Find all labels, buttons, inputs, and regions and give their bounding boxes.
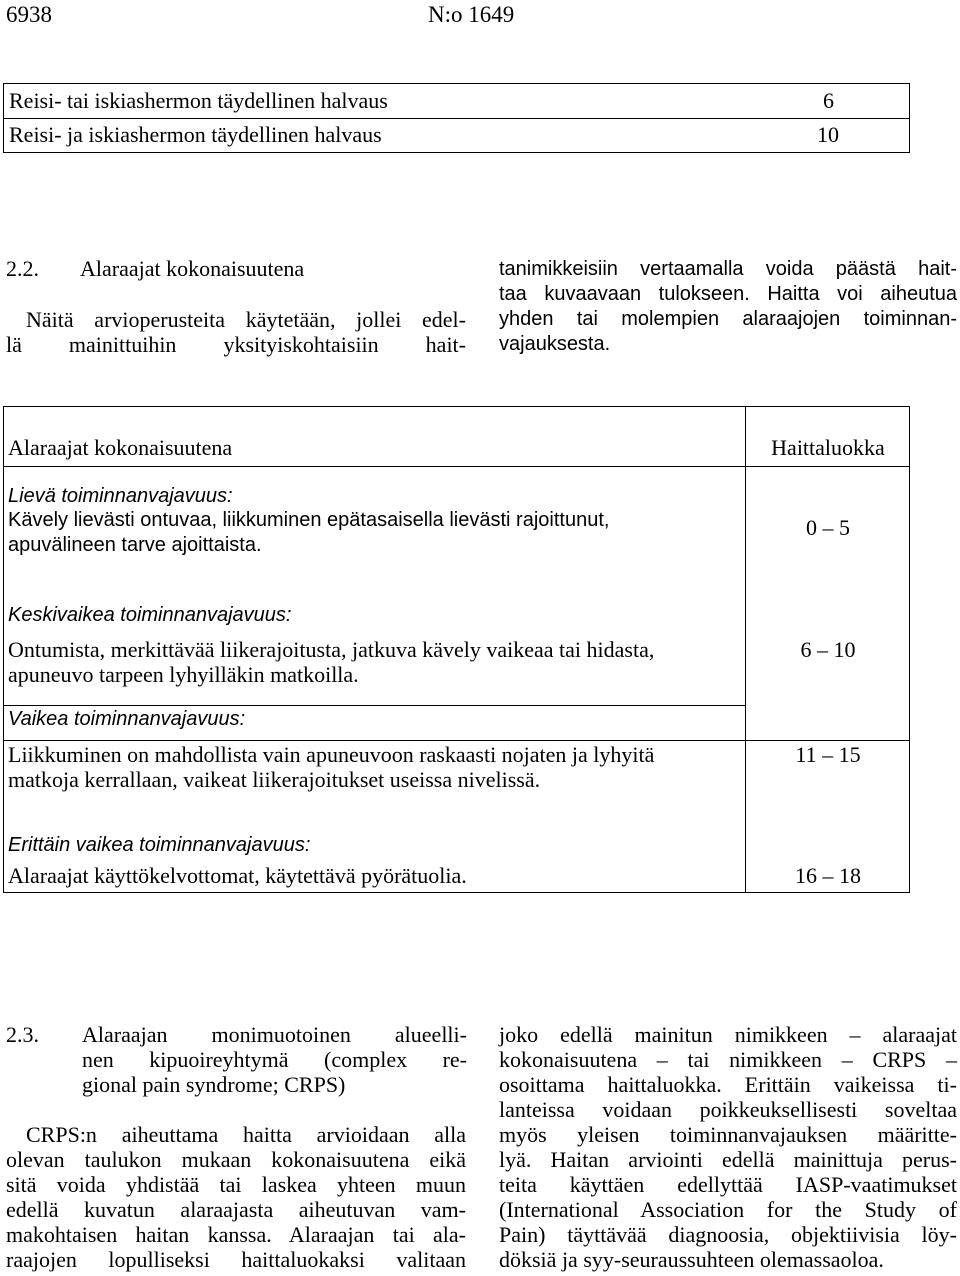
text-line: teita käyttäen edellyttää IASP-vaatimukset xyxy=(499,1172,957,1197)
text-line: joko edellä mainitun nimikkeen – alaraajat xyxy=(499,1022,957,1047)
row-text: matkoja kerrallaan, vaikeat liikerajoitukset useissa nivelissä. xyxy=(8,767,541,792)
issue-number: N:o 1649 xyxy=(428,2,515,27)
row-class-very-severe: 16 – 18 xyxy=(795,863,861,888)
table-header-right: Haittaluokka xyxy=(771,435,885,460)
text-line: Pain) täyttävää diagnoosia, objektiivisia löy- xyxy=(499,1222,957,1247)
text-line: kokonaisuutena – tai nimikkeen – CRPS – xyxy=(499,1047,957,1072)
section-2-3-right-text xyxy=(499,1022,957,1272)
row-text: Liikkuminen on mahdollista vain apuneuvoon raskaasti nojaten ja lyhyitä xyxy=(8,742,655,767)
top-table-row-2-value: 10 xyxy=(817,122,839,147)
row-category-very-severe: Erittäin vaikea toiminnanvajavuus: xyxy=(8,834,311,856)
row-class-severe: 11 – 15 xyxy=(795,742,861,767)
row-text: Alaraajat käyttökelvottomat, käytettävä pyörätuolia. xyxy=(8,863,467,888)
row-text: Kävely lievästi ontuvaa, liikkuminen epätasaisella lievästi rajoittunut, xyxy=(8,509,610,531)
section-2-3-title xyxy=(82,1022,467,1097)
text-line: yhden tai molempien alaraajojen toiminnan- xyxy=(499,308,957,330)
top-table-row-2-label: Reisi- ja iskiashermon täydellinen halvaus xyxy=(9,122,382,147)
text-line: vajauksesta. xyxy=(499,333,611,355)
text-line: raajojen lopulliseksi haittaluokaksi valitaan xyxy=(6,1247,466,1272)
table-row-divider xyxy=(4,740,909,741)
top-table-divider xyxy=(4,118,909,119)
text-line: olevan taulukon mukaan kokonaisuutena eikä xyxy=(6,1147,466,1172)
section-2-2-title: Alaraajat kokonaisuutena xyxy=(80,256,305,281)
section-2-3-left-text xyxy=(6,1122,466,1272)
table-row xyxy=(8,637,654,687)
row-category-mild: Lievä toiminnanvajavuus: xyxy=(8,485,233,507)
table-header-left: Alaraajat kokonaisuutena xyxy=(8,435,233,460)
row-class-moderate: 6 – 10 xyxy=(800,637,856,662)
row-text: apuneuvo tarpeen lyhyilläkin matkoilla. xyxy=(8,662,359,687)
text-line: sitä voida yhdistää tai laskea yhteen muun xyxy=(6,1172,466,1197)
row-text: apuvälineen tarve ajoittaista. xyxy=(8,534,262,556)
text-line: (International Association for the Study of xyxy=(499,1197,957,1222)
title-line: Alaraajan monimuotoinen alueelli- xyxy=(82,1022,467,1047)
table-header-divider xyxy=(4,466,909,467)
text-line: osoittama haittaluokka. Erittäin vaikeissa ti- xyxy=(499,1072,957,1097)
text-line: döksiä ja syy-seuraussuhteen olemassaoloa. xyxy=(499,1247,884,1272)
text-line: edellä kuvatun alaraajasta aiheutuvan vam- xyxy=(6,1197,466,1222)
section-2-2-left-text xyxy=(6,307,466,357)
disability-class-table xyxy=(3,406,910,893)
text-line: lyä. Haitan arviointi edellä mainittuja perus- xyxy=(499,1147,957,1172)
table-row-divider xyxy=(4,705,745,706)
text-line: makohtaisen haitan kanssa. Alaraajan tai ala- xyxy=(6,1222,466,1247)
text-line: Näitä arvioperusteita käytetään, jollei edel- xyxy=(26,307,466,332)
title-line: nen kipuoireyhtymä (complex re- xyxy=(82,1047,467,1072)
section-2-3-number: 2.3. xyxy=(6,1022,39,1047)
text-line: taa kuvaavaan tulokseen. Haitta voi aiheutua xyxy=(499,283,957,305)
text-line: lä mainittuihin yksityiskohtaisiin hait- xyxy=(6,332,466,357)
row-category-moderate: Keskivaikea toiminnanvajavuus: xyxy=(8,604,292,626)
table-row xyxy=(8,742,654,792)
title-line: gional pain syndrome; CRPS) xyxy=(82,1072,346,1097)
table-row xyxy=(8,508,609,558)
text-line: lanteissa voidaan poikkeuksellisesti soveltaa xyxy=(499,1097,957,1122)
row-class-mild: 0 – 5 xyxy=(806,515,850,540)
top-table xyxy=(3,83,910,153)
text-line: myös yleisen toiminnanvajauksen määritte- xyxy=(499,1122,957,1147)
section-2-2-right-text xyxy=(499,257,957,357)
top-table-row-1-value: 6 xyxy=(823,88,834,113)
row-text: Ontumista, merkittävää liikerajoitusta, jatkuva kävely vaikeaa tai hidasta, xyxy=(8,637,655,662)
section-2-2-number: 2.2. xyxy=(6,256,39,281)
page-number: 6938 xyxy=(6,2,52,27)
text-line: tanimikkeisiin vertaamalla voida päästä hait- xyxy=(499,258,957,280)
top-table-row-1-label: Reisi- tai iskiashermon täydellinen halvaus xyxy=(9,88,388,113)
row-category-severe: Vaikea toiminnanvajavuus: xyxy=(8,708,246,730)
text-line: CRPS:n aiheuttama haitta arvioidaan alla xyxy=(26,1122,466,1147)
